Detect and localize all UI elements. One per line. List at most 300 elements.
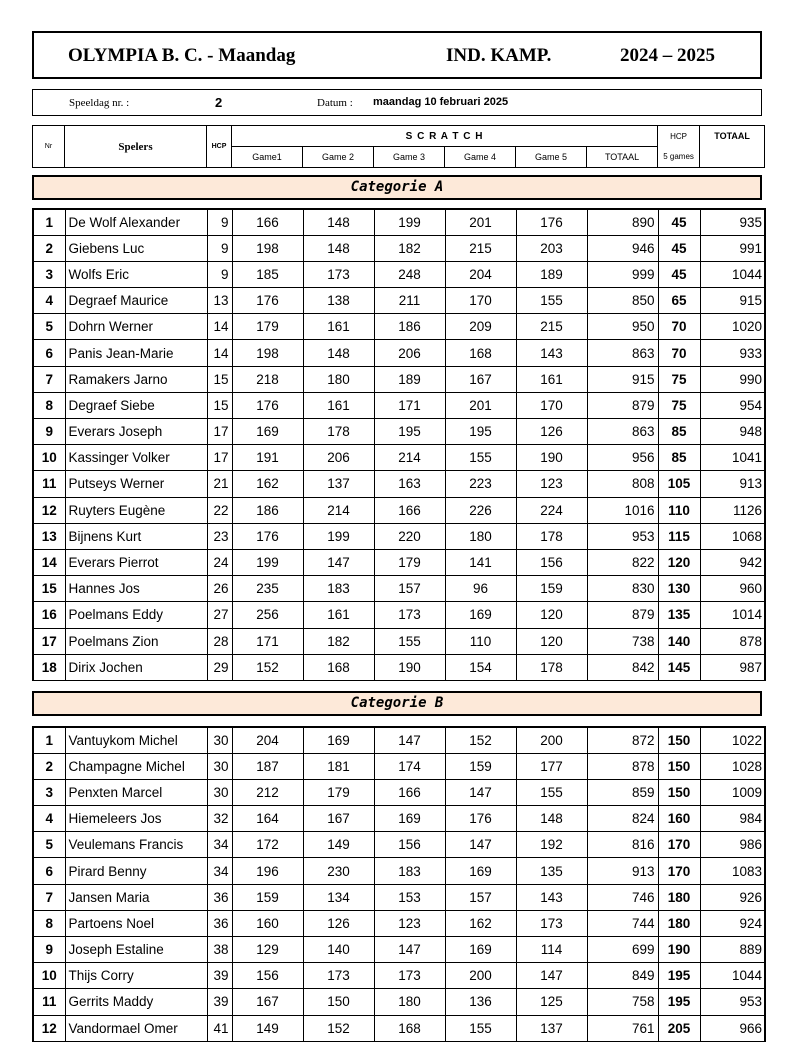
- game3-score: 211: [374, 288, 445, 314]
- scratch-total: 890: [587, 209, 658, 235]
- player-hcp: 41: [207, 1015, 232, 1041]
- game1-score: 164: [232, 806, 303, 832]
- player-rank: 17: [33, 628, 65, 654]
- game5-score: 135: [516, 858, 587, 884]
- game2-score: 126: [303, 910, 374, 936]
- player-rank: 2: [33, 753, 65, 779]
- game5-score: 178: [516, 523, 587, 549]
- game4-score: 168: [445, 340, 516, 366]
- hcp-5-games: 65: [658, 288, 700, 314]
- grand-total: 926: [700, 884, 765, 910]
- game4-score: 169: [445, 602, 516, 628]
- hcp-5-games: 195: [658, 989, 700, 1015]
- player-name: Thijs Corry: [65, 963, 207, 989]
- scratch-total: 946: [587, 235, 658, 261]
- game5-score: 189: [516, 261, 587, 287]
- scratch-total: 915: [587, 366, 658, 392]
- table-row: [33, 753, 765, 779]
- table-row: [33, 340, 765, 366]
- game2-score: 168: [303, 654, 374, 680]
- game5-score: 120: [516, 628, 587, 654]
- game3-score: 173: [374, 602, 445, 628]
- game3-score: 220: [374, 523, 445, 549]
- game4-score: 154: [445, 654, 516, 680]
- hcp-5-games: 195: [658, 963, 700, 989]
- scratch-total: 761: [587, 1015, 658, 1041]
- hcp-5-games: 150: [658, 779, 700, 805]
- grand-total: 986: [700, 832, 765, 858]
- game1-score: 212: [232, 779, 303, 805]
- grand-total: 991: [700, 235, 765, 261]
- table-row: [33, 261, 765, 287]
- game2-score: 180: [303, 366, 374, 392]
- scratch-total: 822: [587, 549, 658, 575]
- player-hcp: 23: [207, 523, 232, 549]
- game5-score: 173: [516, 910, 587, 936]
- game5-score: 123: [516, 471, 587, 497]
- player-name: Vandormael Omer: [65, 1015, 207, 1041]
- player-hcp: 9: [207, 209, 232, 235]
- speeldag-label: Speeldag nr. :: [69, 97, 130, 109]
- player-name: Champagne Michel: [65, 753, 207, 779]
- game3-score: 155: [374, 628, 445, 654]
- scratch-total: 849: [587, 963, 658, 989]
- game2-score: 214: [303, 497, 374, 523]
- grand-total: 966: [700, 1015, 765, 1041]
- grand-total: 915: [700, 288, 765, 314]
- game5-score: 148: [516, 806, 587, 832]
- game4-score: 200: [445, 963, 516, 989]
- game4-score: 136: [445, 989, 516, 1015]
- player-name: Kassinger Volker: [65, 445, 207, 471]
- game2-score: 199: [303, 523, 374, 549]
- table-row: [33, 806, 765, 832]
- grand-total: 953: [700, 989, 765, 1015]
- table-row: [33, 654, 765, 680]
- hcp-5-games: 70: [658, 340, 700, 366]
- game2-score: 181: [303, 753, 374, 779]
- player-hcp: 21: [207, 471, 232, 497]
- col-game4: Game 4: [445, 147, 516, 168]
- player-name: Veulemans Francis: [65, 832, 207, 858]
- game4-score: 96: [445, 576, 516, 602]
- grand-total: 1020: [700, 314, 765, 340]
- game1-score: 176: [232, 288, 303, 314]
- table-row: [33, 209, 765, 235]
- game1-score: 156: [232, 963, 303, 989]
- col-hcp-bottom: 5 games: [658, 147, 700, 168]
- player-rank: 15: [33, 576, 65, 602]
- grand-total: 1022: [700, 727, 765, 753]
- col-game1: Game1: [232, 147, 303, 168]
- col-game2: Game 2: [303, 147, 374, 168]
- hcp-5-games: 45: [658, 261, 700, 287]
- game3-score: 183: [374, 858, 445, 884]
- table-row: [33, 1015, 765, 1041]
- player-hcp: 29: [207, 654, 232, 680]
- table-row: [33, 392, 765, 418]
- game4-score: 155: [445, 445, 516, 471]
- player-hcp: 14: [207, 340, 232, 366]
- grand-total: 878: [700, 628, 765, 654]
- game1-score: 256: [232, 602, 303, 628]
- game4-score: 226: [445, 497, 516, 523]
- table-row: [33, 602, 765, 628]
- player-rank: 10: [33, 445, 65, 471]
- player-rank: 10: [33, 963, 65, 989]
- table-row: [33, 937, 765, 963]
- game5-score: 170: [516, 392, 587, 418]
- game4-score: 162: [445, 910, 516, 936]
- player-rank: 13: [33, 523, 65, 549]
- table-row: [33, 576, 765, 602]
- game2-score: 140: [303, 937, 374, 963]
- col-hcp: HCP: [207, 126, 232, 168]
- hcp-5-games: 110: [658, 497, 700, 523]
- game3-score: 147: [374, 937, 445, 963]
- game2-score: 179: [303, 779, 374, 805]
- player-name: Bijnens Kurt: [65, 523, 207, 549]
- player-rank: 5: [33, 314, 65, 340]
- table-row: [33, 549, 765, 575]
- grand-total: 960: [700, 576, 765, 602]
- col-game5: Game 5: [516, 147, 587, 168]
- game1-score: 186: [232, 497, 303, 523]
- game3-score: 166: [374, 497, 445, 523]
- player-hcp: 9: [207, 235, 232, 261]
- game3-score: 174: [374, 753, 445, 779]
- player-hcp: 17: [207, 445, 232, 471]
- player-rank: 6: [33, 340, 65, 366]
- category-a-table: [32, 208, 766, 681]
- player-rank: 2: [33, 235, 65, 261]
- game1-score: 179: [232, 314, 303, 340]
- player-hcp: 36: [207, 910, 232, 936]
- hcp-5-games: 190: [658, 937, 700, 963]
- game4-score: 176: [445, 806, 516, 832]
- game2-score: 150: [303, 989, 374, 1015]
- hcp-5-games: 45: [658, 235, 700, 261]
- player-name: Joseph Estaline: [65, 937, 207, 963]
- game5-score: 155: [516, 779, 587, 805]
- game5-score: 114: [516, 937, 587, 963]
- grand-total: 933: [700, 340, 765, 366]
- game1-score: 198: [232, 235, 303, 261]
- game3-score: 153: [374, 884, 445, 910]
- game4-score: 147: [445, 832, 516, 858]
- game4-score: 201: [445, 209, 516, 235]
- game2-score: 173: [303, 963, 374, 989]
- game4-score: 167: [445, 366, 516, 392]
- season-title: 2024 – 2025: [620, 45, 715, 66]
- player-name: Everars Pierrot: [65, 549, 207, 575]
- table-row: [33, 497, 765, 523]
- game2-score: 137: [303, 471, 374, 497]
- game3-score: 168: [374, 1015, 445, 1041]
- game3-score: 157: [374, 576, 445, 602]
- grand-total: 1028: [700, 753, 765, 779]
- datum-value: maandag 10 februari 2025: [373, 96, 509, 108]
- scratch-total: 956: [587, 445, 658, 471]
- game1-score: 129: [232, 937, 303, 963]
- player-name: Hiemeleers Jos: [65, 806, 207, 832]
- category-b-header: Categorie B: [32, 691, 762, 716]
- category-b-rows: [33, 727, 765, 1041]
- game3-score: 199: [374, 209, 445, 235]
- player-hcp: 30: [207, 727, 232, 753]
- col-nr: Nr: [33, 126, 65, 168]
- game2-score: 161: [303, 602, 374, 628]
- player-hcp: 26: [207, 576, 232, 602]
- game3-score: 182: [374, 235, 445, 261]
- player-rank: 11: [33, 471, 65, 497]
- game5-score: 143: [516, 884, 587, 910]
- game3-score: 248: [374, 261, 445, 287]
- table-row: [33, 628, 765, 654]
- hcp-5-games: 120: [658, 549, 700, 575]
- col-game3: Game 3: [374, 147, 445, 168]
- game2-score: 173: [303, 261, 374, 287]
- game2-score: 206: [303, 445, 374, 471]
- game3-score: 180: [374, 989, 445, 1015]
- grand-total: 1009: [700, 779, 765, 805]
- scratch-total: 738: [587, 628, 658, 654]
- game2-score: 134: [303, 884, 374, 910]
- scratch-total: 1016: [587, 497, 658, 523]
- player-rank: 8: [33, 910, 65, 936]
- table-row: [33, 523, 765, 549]
- table-row: [33, 314, 765, 340]
- player-name: Giebens Luc: [65, 235, 207, 261]
- hcp-5-games: 75: [658, 392, 700, 418]
- player-name: Penxten Marcel: [65, 779, 207, 805]
- player-rank: 3: [33, 779, 65, 805]
- grand-total: 935: [700, 209, 765, 235]
- table-row: [33, 779, 765, 805]
- col-totaal: TOTAAL: [587, 147, 658, 168]
- scratch-total: 879: [587, 602, 658, 628]
- hcp-5-games: 105: [658, 471, 700, 497]
- player-rank: 4: [33, 806, 65, 832]
- player-name: Wolfs Eric: [65, 261, 207, 287]
- scratch-total: 953: [587, 523, 658, 549]
- player-hcp: 39: [207, 963, 232, 989]
- game5-score: 215: [516, 314, 587, 340]
- player-name: Panis Jean-Marie: [65, 340, 207, 366]
- player-rank: 18: [33, 654, 65, 680]
- hcp-5-games: 85: [658, 445, 700, 471]
- grand-total: 954: [700, 392, 765, 418]
- game4-score: 180: [445, 523, 516, 549]
- hcp-5-games: 85: [658, 419, 700, 445]
- game3-score: 123: [374, 910, 445, 936]
- player-rank: 11: [33, 989, 65, 1015]
- game5-score: 126: [516, 419, 587, 445]
- hcp-5-games: 140: [658, 628, 700, 654]
- player-rank: 4: [33, 288, 65, 314]
- game5-score: 190: [516, 445, 587, 471]
- table-row: [33, 963, 765, 989]
- competition-title: IND. KAMP.: [446, 45, 552, 66]
- game3-score: 186: [374, 314, 445, 340]
- game4-score: 155: [445, 1015, 516, 1041]
- player-name: Hannes Jos: [65, 576, 207, 602]
- hcp-5-games: 70: [658, 314, 700, 340]
- game5-score: 156: [516, 549, 587, 575]
- grand-total: 987: [700, 654, 765, 680]
- game4-score: 170: [445, 288, 516, 314]
- player-rank: 16: [33, 602, 65, 628]
- scratch-total: 863: [587, 340, 658, 366]
- game2-score: 149: [303, 832, 374, 858]
- player-name: Jansen Maria: [65, 884, 207, 910]
- game5-score: 161: [516, 366, 587, 392]
- hcp-5-games: 180: [658, 884, 700, 910]
- table-row: [33, 832, 765, 858]
- category-a-header: Categorie A: [32, 175, 762, 200]
- game1-score: 187: [232, 753, 303, 779]
- game5-score: 224: [516, 497, 587, 523]
- table-row: [33, 471, 765, 497]
- scratch-total: 859: [587, 779, 658, 805]
- player-rank: 7: [33, 366, 65, 392]
- col-grand-total: TOTAAL: [700, 126, 765, 168]
- game4-score: 152: [445, 727, 516, 753]
- scratch-total: 872: [587, 727, 658, 753]
- table-row: [33, 366, 765, 392]
- player-name: Degraef Siebe: [65, 392, 207, 418]
- game5-score: 178: [516, 654, 587, 680]
- game2-score: 178: [303, 419, 374, 445]
- info-bar: [32, 89, 762, 116]
- grand-total: 1068: [700, 523, 765, 549]
- game2-score: 138: [303, 288, 374, 314]
- game3-score: 173: [374, 963, 445, 989]
- player-hcp: 14: [207, 314, 232, 340]
- player-rank: 9: [33, 419, 65, 445]
- grand-total: 990: [700, 366, 765, 392]
- player-hcp: 36: [207, 884, 232, 910]
- hcp-5-games: 180: [658, 910, 700, 936]
- hcp-5-games: 205: [658, 1015, 700, 1041]
- hcp-5-games: 170: [658, 858, 700, 884]
- scratch-total: 758: [587, 989, 658, 1015]
- game1-score: 171: [232, 628, 303, 654]
- game1-score: 198: [232, 340, 303, 366]
- table-row: [33, 727, 765, 753]
- player-rank: 3: [33, 261, 65, 287]
- player-hcp: 24: [207, 549, 232, 575]
- player-name: Ruyters Eugène: [65, 497, 207, 523]
- game1-score: 176: [232, 523, 303, 549]
- hcp-5-games: 115: [658, 523, 700, 549]
- player-hcp: 27: [207, 602, 232, 628]
- player-name: Vantuykom Michel: [65, 727, 207, 753]
- player-rank: 8: [33, 392, 65, 418]
- col-scratch: S C R A T C H: [232, 126, 658, 147]
- player-rank: 12: [33, 497, 65, 523]
- scratch-total: 744: [587, 910, 658, 936]
- game1-score: 218: [232, 366, 303, 392]
- player-hcp: 9: [207, 261, 232, 287]
- game5-score: 176: [516, 209, 587, 235]
- table-row: [33, 858, 765, 884]
- hcp-5-games: 75: [658, 366, 700, 392]
- grand-total: 984: [700, 806, 765, 832]
- game4-score: 147: [445, 779, 516, 805]
- hcp-5-games: 130: [658, 576, 700, 602]
- table-row: [33, 419, 765, 445]
- game1-score: 176: [232, 392, 303, 418]
- table-row: [33, 235, 765, 261]
- game1-score: 185: [232, 261, 303, 287]
- game1-score: 159: [232, 884, 303, 910]
- game3-score: 147: [374, 727, 445, 753]
- speeldag-value: 2: [215, 95, 223, 110]
- player-name: Partoens Noel: [65, 910, 207, 936]
- scratch-total: 913: [587, 858, 658, 884]
- game1-score: 172: [232, 832, 303, 858]
- game3-score: 189: [374, 366, 445, 392]
- player-hcp: 17: [207, 419, 232, 445]
- game4-score: 209: [445, 314, 516, 340]
- scratch-total: 699: [587, 937, 658, 963]
- game3-score: 195: [374, 419, 445, 445]
- scratch-total: 746: [587, 884, 658, 910]
- game5-score: 203: [516, 235, 587, 261]
- player-name: Poelmans Eddy: [65, 602, 207, 628]
- grand-total: 1083: [700, 858, 765, 884]
- category-a-rows: [33, 209, 765, 680]
- club-title: OLYMPIA B. C. - Maandag: [68, 45, 296, 66]
- column-header: [32, 125, 765, 168]
- game4-score: 169: [445, 937, 516, 963]
- player-rank: 5: [33, 832, 65, 858]
- game1-score: 191: [232, 445, 303, 471]
- game4-score: 141: [445, 549, 516, 575]
- grand-total: 1044: [700, 261, 765, 287]
- scratch-total: 816: [587, 832, 658, 858]
- scratch-total: 879: [587, 392, 658, 418]
- player-name: De Wolf Alexander: [65, 209, 207, 235]
- table-row: [33, 445, 765, 471]
- player-hcp: 15: [207, 366, 232, 392]
- game2-score: 161: [303, 314, 374, 340]
- game3-score: 214: [374, 445, 445, 471]
- player-hcp: 34: [207, 832, 232, 858]
- game1-score: 149: [232, 1015, 303, 1041]
- game1-score: 235: [232, 576, 303, 602]
- game4-score: 195: [445, 419, 516, 445]
- game5-score: 155: [516, 288, 587, 314]
- game3-score: 156: [374, 832, 445, 858]
- game1-score: 162: [232, 471, 303, 497]
- scratch-total: 863: [587, 419, 658, 445]
- grand-total: 948: [700, 419, 765, 445]
- hcp-5-games: 45: [658, 209, 700, 235]
- grand-total: 1126: [700, 497, 765, 523]
- grand-total: 889: [700, 937, 765, 963]
- game5-score: 200: [516, 727, 587, 753]
- player-name: Dohrn Werner: [65, 314, 207, 340]
- hcp-5-games: 135: [658, 602, 700, 628]
- player-hcp: 34: [207, 858, 232, 884]
- game1-score: 199: [232, 549, 303, 575]
- game3-score: 166: [374, 779, 445, 805]
- game1-score: 204: [232, 727, 303, 753]
- game5-score: 120: [516, 602, 587, 628]
- scratch-total: 878: [587, 753, 658, 779]
